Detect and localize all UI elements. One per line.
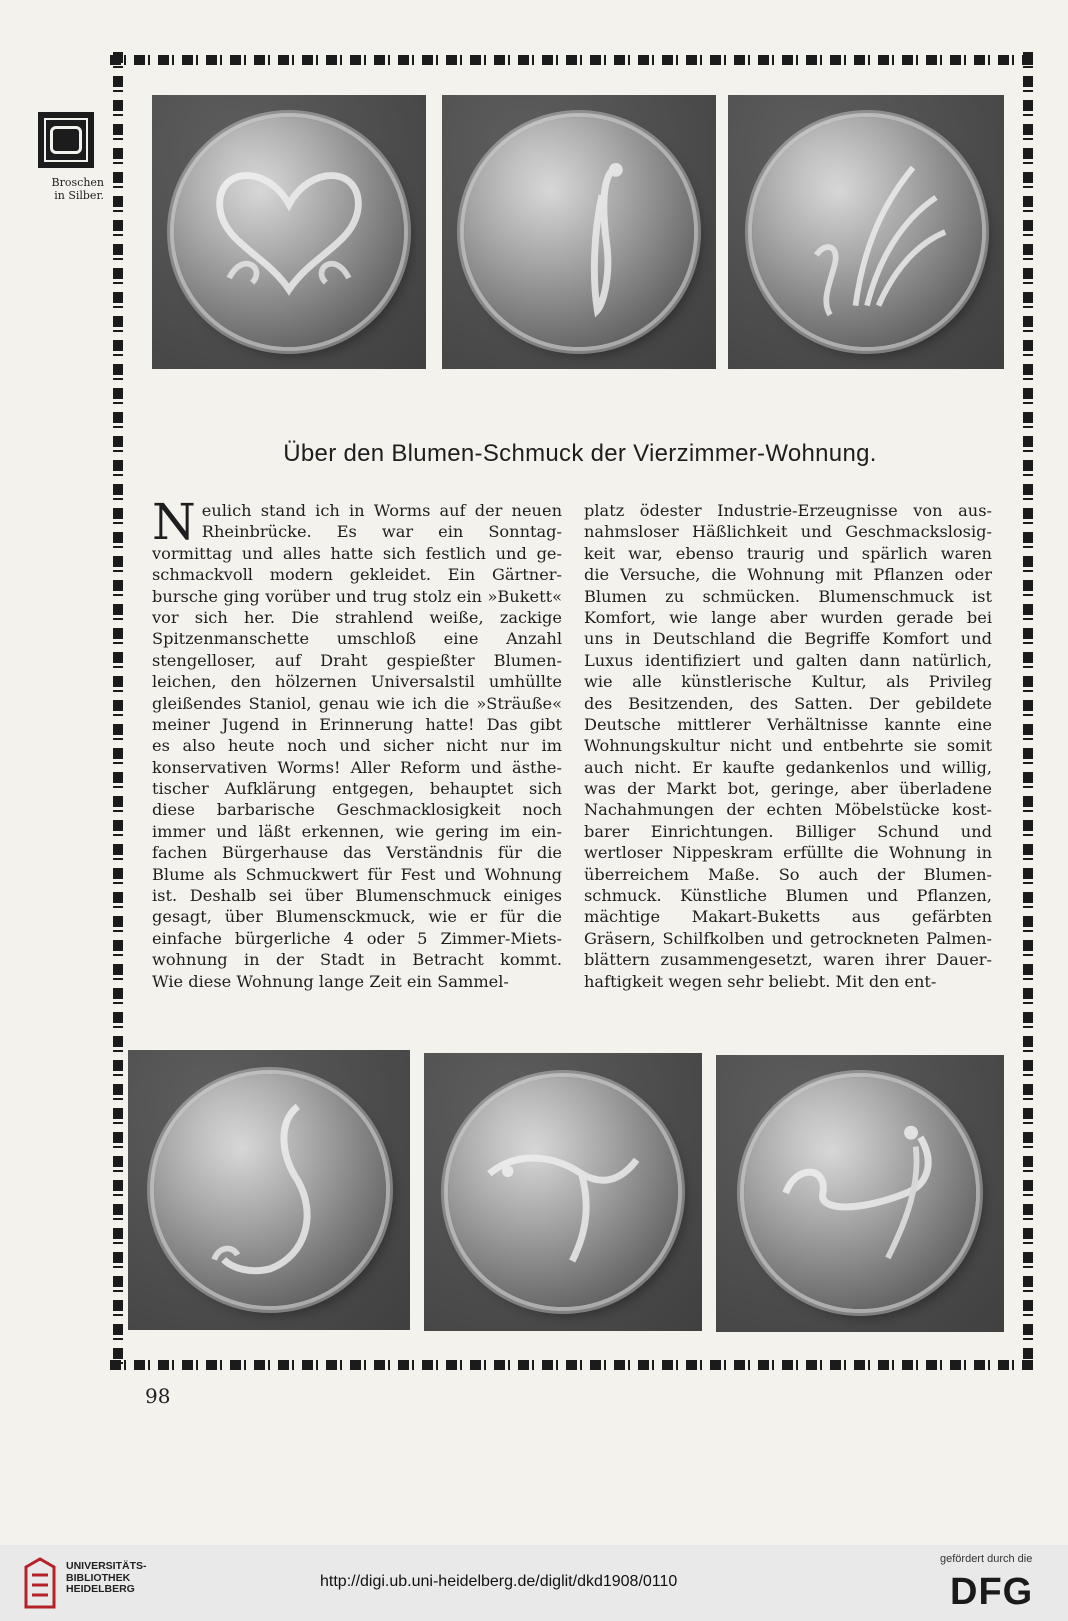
article-title: Über den Blumen-Schmuck der Vierzimmer-Wohnung. bbox=[283, 440, 877, 467]
text-line: stengelloser, auf Draht gespießter Blumen- bbox=[152, 650, 562, 670]
article-column-left bbox=[152, 493, 562, 992]
text-line: Nachahmungen der echten Möbelstücke kost- bbox=[584, 800, 992, 820]
text-line: des Besitzenden, des Satten. Der gebildete bbox=[584, 693, 992, 713]
brooch-photo-curved-stem bbox=[128, 1050, 410, 1330]
text-line: Blumen zu schmücken. Blumenschmuck ist bbox=[584, 586, 992, 606]
monogram-logo bbox=[38, 112, 94, 168]
dfg-logo: DFG bbox=[950, 1571, 1034, 1613]
text-line: Rheinbrücke. Es war ein Sonntag- bbox=[201, 522, 562, 542]
text-line: Wie diese Wohnung lange Zeit ein Sammel- bbox=[152, 971, 509, 991]
text-line: haftigkeit wegen sehr beliebt. Mit den ent- bbox=[584, 971, 937, 991]
text-line: ist. Deshalb sei über Blumenschmuck einiges bbox=[152, 886, 562, 906]
library-name-line: HEIDELBERG bbox=[66, 1583, 135, 1595]
decorative-border-right bbox=[1023, 52, 1033, 1372]
text-line: wertloser Nippeskram erfüllte die Wohnung in bbox=[584, 843, 992, 863]
text-line: fachen Bürgerhause das Verständnis für die bbox=[152, 843, 562, 863]
text-line: meiner Jugend in Erinnerung hatte! Das gibt bbox=[152, 714, 562, 734]
text-line: Deutsche mittlerer Verhältnisse kannte eine bbox=[584, 714, 992, 734]
funding-note: gefördert durch die bbox=[940, 1553, 1033, 1565]
page-number: 98 bbox=[145, 1384, 171, 1408]
text-line: Luxus identifiziert und galten dann natürlich, bbox=[584, 650, 992, 670]
library-name bbox=[66, 1561, 147, 1596]
text-line: vor sich her. Die strahlend weiße, zackige bbox=[152, 607, 562, 627]
library-name-line: BIBLIOTHEK bbox=[66, 1571, 131, 1584]
footer-bar bbox=[0, 1545, 1068, 1621]
brooch-photo-heart bbox=[152, 95, 426, 369]
text-line: tischer Aufklärung entgegen, behauptet sich bbox=[152, 779, 562, 799]
text-line: keit war, ebenso traurig und spärlich waren bbox=[584, 543, 992, 563]
caption-line: in Silber. bbox=[54, 189, 104, 202]
text-line: konservativen Worms! Aller Reform und ästhe- bbox=[152, 757, 562, 777]
university-library-logo bbox=[22, 1557, 58, 1609]
text-line: leichen, den hölzernen Universalstil umhüllte bbox=[152, 672, 562, 692]
text-line: vormittag und alles hatte sich festlich und ge- bbox=[152, 543, 562, 563]
text-line: überreichem Maße. So auch der Blumen- bbox=[584, 864, 992, 884]
text-line: barer Einrichtungen. Billiger Schund und bbox=[584, 821, 992, 841]
text-line: Gräsern, Schilfkolben und getrockneten Palmen- bbox=[584, 928, 992, 948]
decorative-border-top bbox=[110, 55, 1034, 65]
text-line: Blume als Schmuckwert für Fest und Wohnung bbox=[152, 864, 562, 884]
text-line: diese barbarische Geschmacklosigkeit noch bbox=[152, 800, 562, 820]
text-line: mächtige Makart-Buketts aus gefärbten bbox=[584, 907, 992, 927]
text-line: die Versuche, die Wohnung mit Pflanzen oder bbox=[584, 565, 992, 585]
text-line: wie alle künstlerische Kultur, als Privileg bbox=[584, 672, 992, 692]
text-line: was der Markt bot, geringe, aber überladene bbox=[584, 779, 992, 799]
text-line: gleißendes Staniol, genau wie ich die »Sträuße« bbox=[152, 693, 562, 713]
source-url-link[interactable]: http://digi.ub.uni-heidelberg.de/diglit/dkd1908/0110 bbox=[320, 1573, 678, 1590]
brooch-photo-fish bbox=[424, 1053, 702, 1331]
text-line: wohnung in der Stadt in Betracht kommt. bbox=[152, 950, 562, 970]
text-line: einfache bürgerliche 4 oder 5 Zimmer-Miets- bbox=[152, 928, 562, 948]
decorative-border-left bbox=[113, 52, 123, 1372]
text-line: Komfort, wie lange aber wurden gerade bei bbox=[584, 607, 992, 627]
text-line: bursche ging vorüber und trug stolz ein »Bukett« bbox=[152, 586, 562, 606]
library-name-line: UNIVERSITÄTS- bbox=[66, 1560, 147, 1572]
text-line: schmackvoll modern gekleidet. Ein Gärtner- bbox=[152, 565, 562, 585]
drop-cap: N bbox=[152, 493, 196, 551]
text-line: blättern zusammengesetzt, waren ihrer Dauer- bbox=[584, 950, 992, 970]
brooch-photo-plant-bird bbox=[728, 95, 1004, 369]
text-line: nahmsloser Häßlichkeit und Geschmackslosig- bbox=[584, 522, 992, 542]
decorative-border-bottom bbox=[110, 1360, 1034, 1370]
text-line: es also heute noch und sicher nicht nur im bbox=[152, 736, 562, 756]
brooch-photo-swirl-bird bbox=[716, 1055, 1004, 1332]
text-line: auch nicht. Er kaufte gedankenlos und willig, bbox=[584, 757, 992, 777]
text-line: immer und läßt erkennen, wie gering im ein- bbox=[152, 821, 562, 841]
text-line: uns in Deutschland die Begriffe Komfort und bbox=[584, 629, 992, 649]
article-column-right bbox=[584, 500, 992, 992]
text-line: gesagt, über Blumensckmuck, wie er für die bbox=[152, 907, 562, 927]
text-line: eulich stand ich in Worms auf der neuen bbox=[201, 501, 562, 520]
text-line: Wohnungskultur nicht und entbehrte sie somit bbox=[584, 736, 992, 756]
brooch-photo-bird bbox=[442, 95, 716, 369]
text-line: schmuck. Künstliche Blumen und Pflanzen, bbox=[584, 886, 992, 906]
text-line: platz ödester Industrie-Erzeugnisse von aus- bbox=[584, 501, 992, 520]
caption-line: Broschen bbox=[51, 176, 104, 189]
text-line: Spitzenmanschette umschloß eine Anzahl bbox=[152, 629, 562, 649]
image-caption bbox=[30, 176, 104, 202]
